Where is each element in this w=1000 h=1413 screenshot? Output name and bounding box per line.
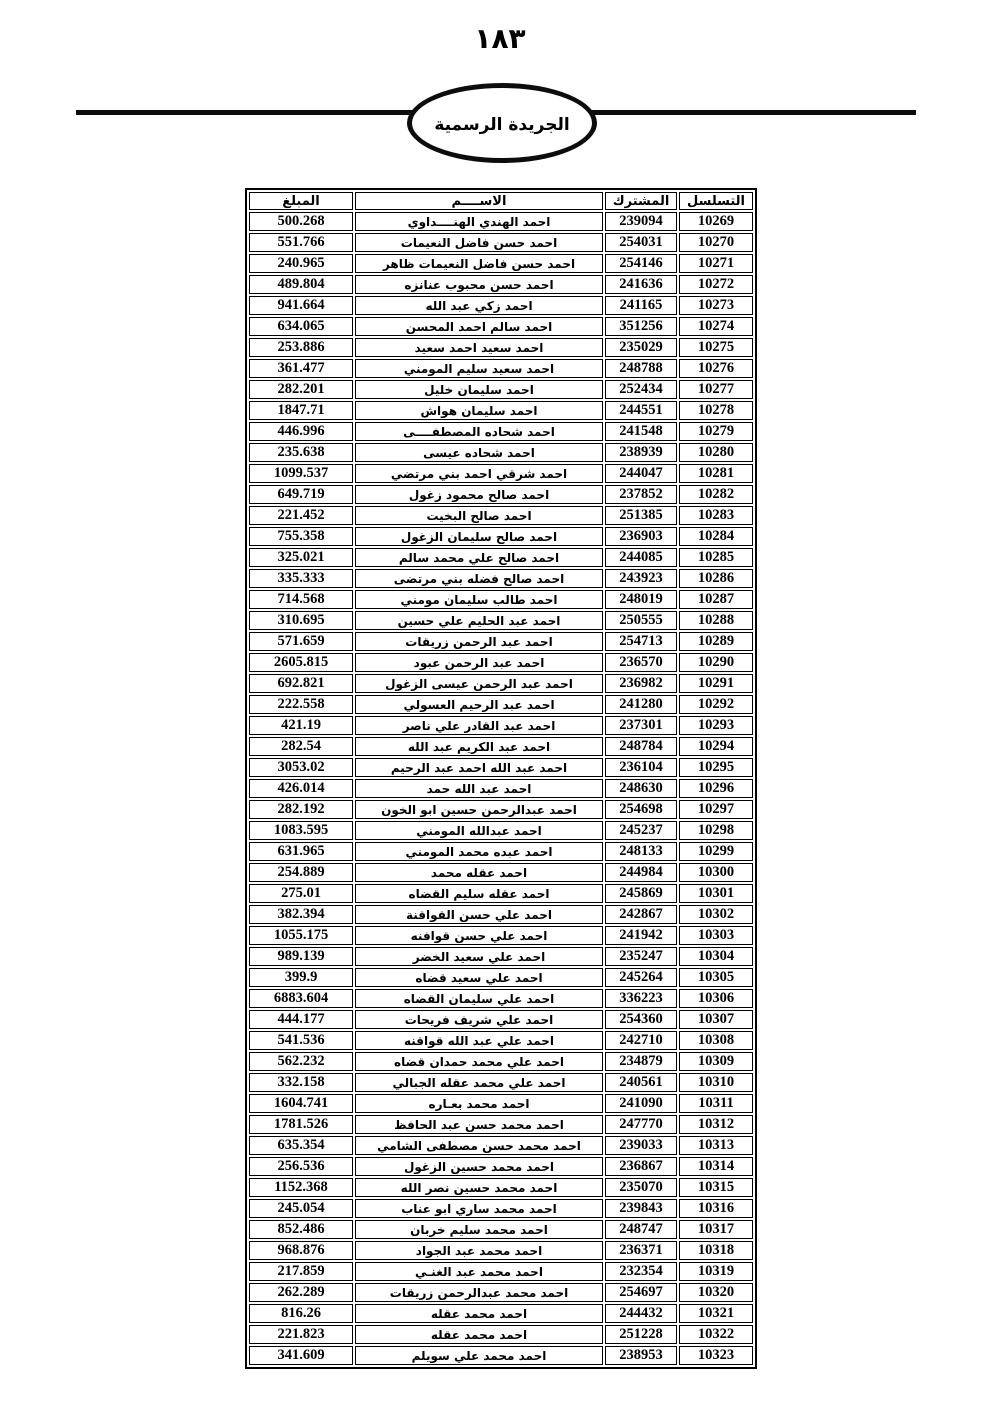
header-amount: المبلغ — [249, 192, 353, 210]
amount-cell: 989.139 — [249, 947, 353, 966]
table-row — [249, 443, 753, 462]
table-row — [249, 254, 753, 273]
subscriber-cell: 235247 — [605, 947, 677, 966]
serial-cell: 10299 — [679, 842, 753, 861]
name-cell: احمد محمد حسن مصطفى الشامي — [355, 1136, 603, 1155]
subscriber-cell: 245869 — [605, 884, 677, 903]
table-row — [249, 485, 753, 504]
amount-cell: 399.9 — [249, 968, 353, 987]
amount-cell: 335.333 — [249, 569, 353, 588]
table-row — [249, 422, 753, 441]
subscriber-cell: 248019 — [605, 590, 677, 609]
serial-cell: 10280 — [679, 443, 753, 462]
amount-cell: 941.664 — [249, 296, 353, 315]
serial-cell: 10314 — [679, 1157, 753, 1176]
name-cell: احمد سالم احمد المحسن — [355, 317, 603, 336]
name-cell: احمد حسن فاضل النعيمات — [355, 233, 603, 252]
name-cell: احمد عقله سليم القضاه — [355, 884, 603, 903]
table-row — [249, 233, 753, 252]
name-cell: احمد علي حسن القواقنة — [355, 905, 603, 924]
amount-cell: 551.766 — [249, 233, 353, 252]
name-cell: احمد محمد حسن عبد الحافظ — [355, 1115, 603, 1134]
table-row — [249, 296, 753, 315]
table-row — [249, 1136, 753, 1155]
table-row — [249, 1241, 753, 1260]
subscriber-cell: 232354 — [605, 1262, 677, 1281]
amount-cell: 968.876 — [249, 1241, 353, 1260]
amount-cell: 649.719 — [249, 485, 353, 504]
serial-cell: 10284 — [679, 527, 753, 546]
serial-cell: 10269 — [679, 212, 753, 231]
table-row — [249, 359, 753, 378]
subscriber-cell: 254697 — [605, 1283, 677, 1302]
amount-cell: 1847.71 — [249, 401, 353, 420]
table-row — [249, 275, 753, 294]
amount-cell: 6883.604 — [249, 989, 353, 1008]
subscriber-cell: 243923 — [605, 569, 677, 588]
serial-cell: 10296 — [679, 779, 753, 798]
table-row — [249, 1283, 753, 1302]
table-row — [249, 758, 753, 777]
name-cell: احمد الهندي الهنــــداوي — [355, 212, 603, 231]
table-row — [249, 947, 753, 966]
serial-cell: 10297 — [679, 800, 753, 819]
name-cell: احمد عبدالله المومني — [355, 821, 603, 840]
name-cell: احمد عبد الكريم عبد الله — [355, 737, 603, 756]
table-row — [249, 317, 753, 336]
amount-cell: 235.638 — [249, 443, 353, 462]
table-row — [249, 464, 753, 483]
serial-cell: 10312 — [679, 1115, 753, 1134]
serial-cell: 10272 — [679, 275, 753, 294]
amount-cell: 221.452 — [249, 506, 353, 525]
name-cell: احمد محمد حسين الزغول — [355, 1157, 603, 1176]
name-cell: احمد علي شريف فريحات — [355, 1010, 603, 1029]
serial-cell: 10279 — [679, 422, 753, 441]
subscriber-cell: 254698 — [605, 800, 677, 819]
amount-cell: 275.01 — [249, 884, 353, 903]
subscriber-cell: 242867 — [605, 905, 677, 924]
table-row — [249, 653, 753, 672]
subscriber-cell: 237301 — [605, 716, 677, 735]
name-cell: احمد صالح البخيت — [355, 506, 603, 525]
serial-cell: 10305 — [679, 968, 753, 987]
serial-cell: 10307 — [679, 1010, 753, 1029]
subscriber-cell: 254146 — [605, 254, 677, 273]
records-table — [245, 188, 757, 1369]
serial-cell: 10313 — [679, 1136, 753, 1155]
gazette-title: الجريدة الرسمية — [434, 115, 570, 135]
table-row — [249, 212, 753, 231]
table-row — [249, 1199, 753, 1218]
table-row — [249, 884, 753, 903]
amount-cell: 1099.537 — [249, 464, 353, 483]
subscriber-cell: 254031 — [605, 233, 677, 252]
serial-cell: 10322 — [679, 1325, 753, 1344]
serial-cell: 10316 — [679, 1199, 753, 1218]
amount-cell: 254.889 — [249, 863, 353, 882]
table-row — [249, 1304, 753, 1323]
serial-cell: 10309 — [679, 1052, 753, 1071]
name-cell: احمد عبده محمد المومني — [355, 842, 603, 861]
table-row — [249, 1178, 753, 1197]
table-row — [249, 863, 753, 882]
serial-cell: 10287 — [679, 590, 753, 609]
subscriber-cell: 241548 — [605, 422, 677, 441]
amount-cell: 631.965 — [249, 842, 353, 861]
subscriber-cell: 236903 — [605, 527, 677, 546]
serial-cell: 10286 — [679, 569, 753, 588]
serial-cell: 10282 — [679, 485, 753, 504]
header-subscriber: المشترك — [605, 192, 677, 210]
serial-cell: 10304 — [679, 947, 753, 966]
subscriber-cell: 238953 — [605, 1346, 677, 1365]
serial-cell: 10275 — [679, 338, 753, 357]
table-row — [249, 695, 753, 714]
amount-cell: 541.536 — [249, 1031, 353, 1050]
name-cell: احمد سليمان خليل — [355, 380, 603, 399]
subscriber-cell: 236570 — [605, 653, 677, 672]
serial-cell: 10277 — [679, 380, 753, 399]
subscriber-cell: 244432 — [605, 1304, 677, 1323]
subscriber-cell: 248784 — [605, 737, 677, 756]
table-row — [249, 590, 753, 609]
name-cell: احمد عقله محمد — [355, 863, 603, 882]
amount-cell: 282.201 — [249, 380, 353, 399]
name-cell: احمد حسن فاضل النعيمات ظاهر — [355, 254, 603, 273]
name-cell: احمد سعيد سليم المومني — [355, 359, 603, 378]
name-cell: احمد علي محمد حمدان قضاه — [355, 1052, 603, 1071]
table-row — [249, 905, 753, 924]
table-row — [249, 989, 753, 1008]
serial-cell: 10295 — [679, 758, 753, 777]
name-cell: احمد علي محمد عقله الجبالي — [355, 1073, 603, 1092]
amount-cell: 692.821 — [249, 674, 353, 693]
header-serial: التسلسل — [679, 192, 753, 210]
name-cell: احمد محمد حسين نصر الله — [355, 1178, 603, 1197]
subscriber-cell: 235029 — [605, 338, 677, 357]
table-row — [249, 1052, 753, 1071]
serial-cell: 10300 — [679, 863, 753, 882]
amount-cell: 221.823 — [249, 1325, 353, 1344]
table-row — [249, 611, 753, 630]
amount-cell: 571.659 — [249, 632, 353, 651]
subscriber-cell: 244551 — [605, 401, 677, 420]
subscriber-cell: 248630 — [605, 779, 677, 798]
name-cell: احمد علي حسن قوافنه — [355, 926, 603, 945]
table-row — [249, 800, 753, 819]
serial-cell: 10293 — [679, 716, 753, 735]
subscriber-cell: 234879 — [605, 1052, 677, 1071]
name-cell: احمد صالح علي محمد سالم — [355, 548, 603, 567]
name-cell: احمد صالح فضله بني مرتضى — [355, 569, 603, 588]
records-table-container — [245, 188, 757, 1369]
name-cell: احمد عبد الحليم علي حسين — [355, 611, 603, 630]
name-cell: احمد علي سعيد الخضر — [355, 947, 603, 966]
table-row — [249, 632, 753, 651]
name-cell: احمد زكي عبد الله — [355, 296, 603, 315]
amount-cell: 1604.741 — [249, 1094, 353, 1113]
table-row — [249, 1262, 753, 1281]
table-row — [249, 1094, 753, 1113]
amount-cell: 1152.368 — [249, 1178, 353, 1197]
subscriber-cell: 238939 — [605, 443, 677, 462]
amount-cell: 562.232 — [249, 1052, 353, 1071]
table-row — [249, 1325, 753, 1344]
subscriber-cell: 252434 — [605, 380, 677, 399]
amount-cell: 256.536 — [249, 1157, 353, 1176]
table-row — [249, 338, 753, 357]
subscriber-cell: 254360 — [605, 1010, 677, 1029]
serial-cell: 10273 — [679, 296, 753, 315]
name-cell: احمد سليمان هواش — [355, 401, 603, 420]
subscriber-cell: 241942 — [605, 926, 677, 945]
subscriber-cell: 248788 — [605, 359, 677, 378]
table-row — [249, 1220, 753, 1239]
serial-cell: 10302 — [679, 905, 753, 924]
amount-cell: 3053.02 — [249, 758, 353, 777]
table-row — [249, 1073, 753, 1092]
serial-cell: 10283 — [679, 506, 753, 525]
table-row — [249, 401, 753, 420]
name-cell: احمد علي عبد الله قواقنه — [355, 1031, 603, 1050]
subscriber-cell: 235070 — [605, 1178, 677, 1197]
name-cell: احمد شحاده المصطفــــى — [355, 422, 603, 441]
table-row — [249, 737, 753, 756]
serial-cell: 10292 — [679, 695, 753, 714]
table-row — [249, 569, 753, 588]
subscriber-cell: 242710 — [605, 1031, 677, 1050]
name-cell: احمد عبد الرحمن عبود — [355, 653, 603, 672]
subscriber-cell: 244085 — [605, 548, 677, 567]
serial-cell: 10271 — [679, 254, 753, 273]
name-cell: احمد عبد الرحمن زريقات — [355, 632, 603, 651]
table-row — [249, 674, 753, 693]
name-cell: احمد شحاده عيسى — [355, 443, 603, 462]
serial-cell: 10319 — [679, 1262, 753, 1281]
table-row — [249, 1031, 753, 1050]
subscriber-cell: 239094 — [605, 212, 677, 231]
amount-cell: 382.394 — [249, 905, 353, 924]
serial-cell: 10310 — [679, 1073, 753, 1092]
amount-cell: 240.965 — [249, 254, 353, 273]
subscriber-cell: 251228 — [605, 1325, 677, 1344]
amount-cell: 635.354 — [249, 1136, 353, 1155]
subscriber-cell: 336223 — [605, 989, 677, 1008]
subscriber-cell: 244047 — [605, 464, 677, 483]
serial-cell: 10288 — [679, 611, 753, 630]
amount-cell: 2605.815 — [249, 653, 353, 672]
name-cell: احمد عبد الله حمد — [355, 779, 603, 798]
amount-cell: 310.695 — [249, 611, 353, 630]
amount-cell: 217.859 — [249, 1262, 353, 1281]
table-row — [249, 821, 753, 840]
name-cell: احمد علي سليمان القضاه — [355, 989, 603, 1008]
amount-cell: 500.268 — [249, 212, 353, 231]
subscriber-cell: 239843 — [605, 1199, 677, 1218]
name-cell: احمد شرقي احمد بني مرتضي — [355, 464, 603, 483]
table-row — [249, 1157, 753, 1176]
name-cell: احمد محمد ساري ابو عناب — [355, 1199, 603, 1218]
serial-cell: 10311 — [679, 1094, 753, 1113]
name-cell: احمد عبد الرحمن عيسى الزغول — [355, 674, 603, 693]
serial-cell: 10308 — [679, 1031, 753, 1050]
serial-cell: 10318 — [679, 1241, 753, 1260]
table-row — [249, 968, 753, 987]
name-cell: احمد حسن محبوب عنانزه — [355, 275, 603, 294]
serial-cell: 10270 — [679, 233, 753, 252]
name-cell: احمد طالب سليمان مومني — [355, 590, 603, 609]
serial-cell: 10315 — [679, 1178, 753, 1197]
amount-cell: 1083.595 — [249, 821, 353, 840]
records-table-body — [249, 212, 753, 1365]
subscriber-cell: 351256 — [605, 317, 677, 336]
subscriber-cell: 247770 — [605, 1115, 677, 1134]
subscriber-cell: 251385 — [605, 506, 677, 525]
amount-cell: 446.996 — [249, 422, 353, 441]
subscriber-cell: 241636 — [605, 275, 677, 294]
subscriber-cell: 245264 — [605, 968, 677, 987]
serial-cell: 10294 — [679, 737, 753, 756]
name-cell: احمد محمد عبد الغنـي — [355, 1262, 603, 1281]
amount-cell: 1055.175 — [249, 926, 353, 945]
serial-cell: 10274 — [679, 317, 753, 336]
amount-cell: 282.54 — [249, 737, 353, 756]
subscriber-cell: 240561 — [605, 1073, 677, 1092]
name-cell: احمد عبد الرحيم العسولي — [355, 695, 603, 714]
table-row — [249, 527, 753, 546]
serial-cell: 10278 — [679, 401, 753, 420]
subscriber-cell: 241280 — [605, 695, 677, 714]
amount-cell: 245.054 — [249, 1199, 353, 1218]
subscriber-cell: 250555 — [605, 611, 677, 630]
serial-cell: 10298 — [679, 821, 753, 840]
table-row — [249, 926, 753, 945]
table-row — [249, 842, 753, 861]
table-row — [249, 716, 753, 735]
serial-cell: 10303 — [679, 926, 753, 945]
amount-cell: 634.065 — [249, 317, 353, 336]
amount-cell: 714.568 — [249, 590, 353, 609]
table-row — [249, 1010, 753, 1029]
subscriber-cell: 254713 — [605, 632, 677, 651]
name-cell: احمد محمد عبد الجواد — [355, 1241, 603, 1260]
name-cell: احمد محمد عقله — [355, 1325, 603, 1344]
name-cell: احمد علي سعيد قضاه — [355, 968, 603, 987]
serial-cell: 10285 — [679, 548, 753, 567]
amount-cell: 852.486 — [249, 1220, 353, 1239]
amount-cell: 755.358 — [249, 527, 353, 546]
subscriber-cell: 236982 — [605, 674, 677, 693]
amount-cell: 1781.526 — [249, 1115, 353, 1134]
name-cell: احمد صالح محمود زغول — [355, 485, 603, 504]
subscriber-cell: 236867 — [605, 1157, 677, 1176]
amount-cell: 489.804 — [249, 275, 353, 294]
name-cell: احمد عبد القادر علي ناصر — [355, 716, 603, 735]
name-cell: احمد صالح سليمان الزغول — [355, 527, 603, 546]
amount-cell: 282.192 — [249, 800, 353, 819]
table-row — [249, 1346, 753, 1365]
subscriber-cell: 237852 — [605, 485, 677, 504]
amount-cell: 262.289 — [249, 1283, 353, 1302]
banner-ellipse — [407, 83, 597, 163]
subscriber-cell: 236371 — [605, 1241, 677, 1260]
amount-cell: 361.477 — [249, 359, 353, 378]
subscriber-cell: 248747 — [605, 1220, 677, 1239]
serial-cell: 10290 — [679, 653, 753, 672]
amount-cell: 253.886 — [249, 338, 353, 357]
subscriber-cell: 245237 — [605, 821, 677, 840]
subscriber-cell: 239033 — [605, 1136, 677, 1155]
subscriber-cell: 241090 — [605, 1094, 677, 1113]
name-cell: احمد محمد بعـاره — [355, 1094, 603, 1113]
amount-cell: 332.158 — [249, 1073, 353, 1092]
table-row — [249, 548, 753, 567]
serial-cell: 10306 — [679, 989, 753, 1008]
serial-cell: 10289 — [679, 632, 753, 651]
subscriber-cell: 248133 — [605, 842, 677, 861]
amount-cell: 816.26 — [249, 1304, 353, 1323]
amount-cell: 222.558 — [249, 695, 353, 714]
table-row — [249, 779, 753, 798]
subscriber-cell: 236104 — [605, 758, 677, 777]
table-header-row — [249, 192, 753, 210]
page-number: ١٨٣ — [474, 22, 526, 55]
amount-cell: 426.014 — [249, 779, 353, 798]
serial-cell: 10317 — [679, 1220, 753, 1239]
table-row — [249, 506, 753, 525]
header-name: الاســــم — [355, 192, 603, 210]
name-cell: احمد سعيد احمد سعيد — [355, 338, 603, 357]
serial-cell: 10291 — [679, 674, 753, 693]
name-cell: احمد محمد سليم خربان — [355, 1220, 603, 1239]
serial-cell: 10320 — [679, 1283, 753, 1302]
serial-cell: 10276 — [679, 359, 753, 378]
table-row — [249, 380, 753, 399]
amount-cell: 341.609 — [249, 1346, 353, 1365]
amount-cell: 325.021 — [249, 548, 353, 567]
serial-cell: 10301 — [679, 884, 753, 903]
name-cell: احمد عبد الله احمد عبد الرحيم — [355, 758, 603, 777]
name-cell: احمد عبدالرحمن حسين ابو الخون — [355, 800, 603, 819]
amount-cell: 444.177 — [249, 1010, 353, 1029]
name-cell: احمد محمد علي سويلم — [355, 1346, 603, 1365]
amount-cell: 421.19 — [249, 716, 353, 735]
table-row — [249, 1115, 753, 1134]
serial-cell: 10323 — [679, 1346, 753, 1365]
name-cell: احمد محمد عقله — [355, 1304, 603, 1323]
subscriber-cell: 241165 — [605, 296, 677, 315]
name-cell: احمد محمد عبدالرحمن زريقات — [355, 1283, 603, 1302]
serial-cell: 10281 — [679, 464, 753, 483]
serial-cell: 10321 — [679, 1304, 753, 1323]
subscriber-cell: 244984 — [605, 863, 677, 882]
